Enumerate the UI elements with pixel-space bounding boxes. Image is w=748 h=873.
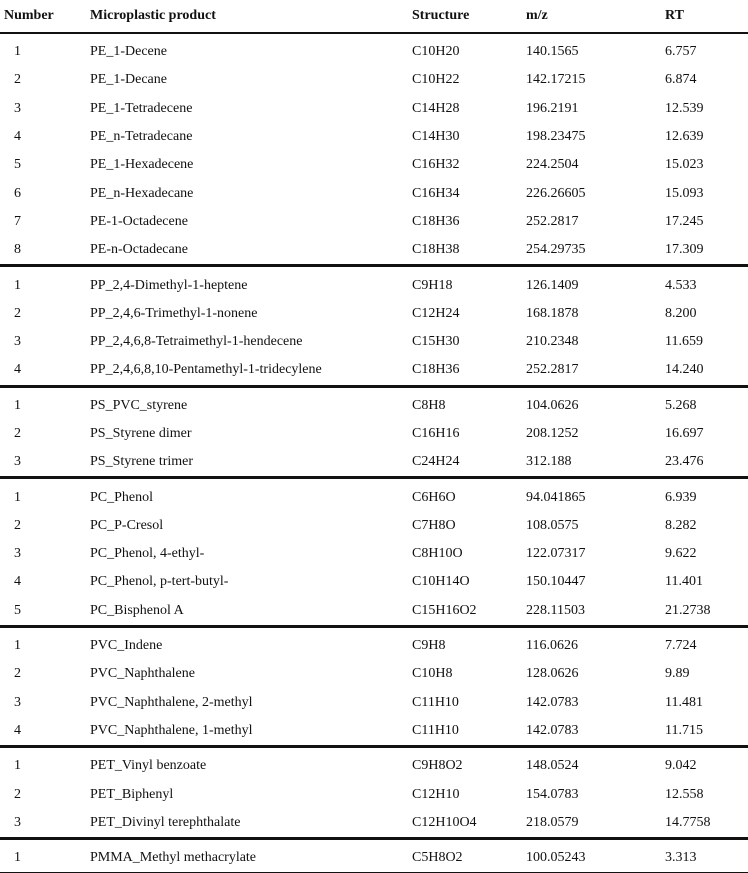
cell-mz: 218.0579 xyxy=(526,814,579,830)
cell-rt: 4.533 xyxy=(665,277,697,293)
cell-number: 4 xyxy=(14,722,21,738)
cell-product: PE_1-Decane xyxy=(90,72,167,88)
cell-mz: 126.1409 xyxy=(526,277,579,293)
table-row xyxy=(0,747,748,781)
cell-structure: C9H8O2 xyxy=(412,758,463,774)
cell-product: PP_2,4,6,8-Tetraimethyl-1-hendecene xyxy=(90,334,303,350)
cell-mz: 312.188 xyxy=(526,454,572,470)
header-rt: RT xyxy=(665,0,748,33)
cell-structure: C6H6O xyxy=(412,489,456,505)
cell-structure: C12H10 xyxy=(412,786,460,802)
cell-product: PE-n-Octadecane xyxy=(90,242,188,258)
cell-product: PET_Vinyl benzoate xyxy=(90,758,207,774)
cell-rt: 15.093 xyxy=(665,185,704,201)
cell-mz: 140.1565 xyxy=(526,44,579,60)
cell-number: 1 xyxy=(14,44,21,60)
cell-number: 5 xyxy=(14,602,21,618)
table-row xyxy=(0,780,748,808)
cell-product: PC_Bisphenol A xyxy=(90,602,184,618)
cell-structure: C15H30 xyxy=(412,334,460,350)
table-row xyxy=(0,266,748,300)
cell-mz: 196.2191 xyxy=(526,100,579,116)
cell-rt: 16.697 xyxy=(665,426,704,441)
cell-structure: C24H24 xyxy=(412,454,460,470)
cell-mz: 142.0783 xyxy=(526,722,579,738)
cell-product: PC_Phenol, 4-ethyl- xyxy=(90,546,205,562)
cell-structure: C10H22 xyxy=(412,72,460,88)
product-group xyxy=(0,266,748,386)
cell-structure: C14H30 xyxy=(412,129,460,145)
cell-mz: 226.26605 xyxy=(526,185,586,201)
cell-product: PS_PVC_styrene xyxy=(90,397,188,413)
table-row xyxy=(0,568,748,596)
cell-structure: C9H18 xyxy=(412,277,453,293)
cell-structure: C16H32 xyxy=(412,157,460,173)
cell-product: PMMA_Methyl methacrylate xyxy=(90,850,257,866)
table-row xyxy=(0,717,748,747)
cell-structure: C7H8O xyxy=(412,517,456,533)
cell-rt: 9.622 xyxy=(665,546,697,562)
table-row xyxy=(0,597,748,627)
cell-rt: 12.539 xyxy=(665,100,704,116)
cell-rt: 21.2738 xyxy=(665,602,711,618)
cell-number: 1 xyxy=(14,638,21,654)
cell-number: 3 xyxy=(14,334,21,350)
cell-number: 6 xyxy=(14,185,21,201)
table-row xyxy=(0,512,748,540)
header-structure: Structure xyxy=(412,0,526,33)
table-row xyxy=(0,95,748,123)
cell-structure: C11H10 xyxy=(412,722,459,738)
cell-number: 1 xyxy=(14,758,21,774)
cell-structure: C5H8O2 xyxy=(412,850,463,866)
cell-mz: 104.0626 xyxy=(526,397,579,413)
cell-rt: 5.268 xyxy=(665,397,697,413)
cell-rt: 6.874 xyxy=(665,72,697,88)
cell-number: 7 xyxy=(14,213,21,229)
cell-number: 5 xyxy=(14,157,21,173)
cell-product: PE_1-Tetradecene xyxy=(90,100,193,116)
cell-mz: 142.17215 xyxy=(526,72,586,88)
table-row xyxy=(0,328,748,356)
cell-product: PE_1-Hexadecene xyxy=(90,157,194,173)
cell-number: 2 xyxy=(14,426,21,441)
cell-mz: 224.2504 xyxy=(526,157,579,173)
cell-product: PS_Styrene trimer xyxy=(90,454,194,470)
cell-structure: C15H16O2 xyxy=(412,602,477,618)
cell-structure: C16H16 xyxy=(412,426,460,441)
cell-structure: C8H8 xyxy=(412,397,446,413)
cell-number: 2 xyxy=(14,786,21,802)
cell-number: 2 xyxy=(14,517,21,533)
cell-mz: 154.0783 xyxy=(526,786,579,802)
cell-structure: C14H28 xyxy=(412,100,460,116)
cell-number: 2 xyxy=(14,666,21,682)
table-row xyxy=(0,356,748,386)
cell-number: 4 xyxy=(14,129,21,145)
cell-mz: 150.10447 xyxy=(526,574,586,590)
cell-structure: C10H20 xyxy=(412,44,460,60)
cell-number: 3 xyxy=(14,454,21,470)
table-row xyxy=(0,33,748,66)
cell-structure: C18H36 xyxy=(412,213,460,229)
cell-mz: 94.041865 xyxy=(526,489,586,505)
table-row xyxy=(0,540,748,568)
cell-number: 3 xyxy=(14,814,21,830)
cell-product: PE_n-Tetradecane xyxy=(90,129,193,145)
cell-mz: 228.11503 xyxy=(526,602,585,618)
cell-structure: C12H10O4 xyxy=(412,814,477,830)
cell-product: PP_2,4,6,8,10-Pentamethyl-1-tridecylene xyxy=(90,362,322,378)
cell-product: PC_Phenol xyxy=(90,489,154,505)
cell-number: 1 xyxy=(14,850,21,866)
cell-number: 3 xyxy=(14,546,21,562)
product-group xyxy=(0,33,748,266)
cell-structure: C12H24 xyxy=(412,305,460,321)
header-product: Microplastic product xyxy=(90,0,412,33)
cell-rt: 15.023 xyxy=(665,157,704,173)
cell-rt: 6.757 xyxy=(665,44,697,60)
cell-mz: 254.29735 xyxy=(526,242,586,258)
cell-structure: C18H38 xyxy=(412,242,460,258)
cell-structure: C8H10O xyxy=(412,546,463,562)
table-row xyxy=(0,626,748,660)
cell-product: PET_Divinyl terephthalate xyxy=(90,814,241,830)
cell-rt: 17.245 xyxy=(665,213,704,229)
table-row xyxy=(0,689,748,717)
table-row xyxy=(0,839,748,873)
cell-mz: 142.0783 xyxy=(526,694,579,710)
table-row xyxy=(0,386,748,420)
cell-structure: C16H34 xyxy=(412,185,460,201)
cell-number: 8 xyxy=(14,242,21,258)
cell-mz: 148.0524 xyxy=(526,758,579,774)
table-row xyxy=(0,123,748,151)
cell-structure: C10H14O xyxy=(412,574,470,590)
cell-rt: 11.659 xyxy=(665,334,703,350)
table-row xyxy=(0,809,748,839)
header-number: Number xyxy=(0,0,90,33)
table-row xyxy=(0,151,748,179)
table-row xyxy=(0,208,748,236)
cell-rt: 23.476 xyxy=(665,454,704,470)
cell-structure: C9H8 xyxy=(412,638,446,654)
cell-mz: 208.1252 xyxy=(526,426,579,441)
table-row xyxy=(0,478,748,512)
cell-number: 1 xyxy=(14,397,21,413)
cell-product: PVC_Indene xyxy=(90,638,163,654)
cell-product: PP_2,4,6-Trimethyl-1-nonene xyxy=(90,305,258,321)
cell-mz: 128.0626 xyxy=(526,666,579,682)
table-row xyxy=(0,236,748,266)
header-mz: m/z xyxy=(526,0,665,33)
cell-product: PVC_Naphthalene, 2-methyl xyxy=(90,694,253,710)
cell-number: 3 xyxy=(14,100,21,116)
cell-rt: 9.89 xyxy=(665,666,690,682)
cell-number: 2 xyxy=(14,305,21,321)
cell-mz: 122.07317 xyxy=(526,546,586,562)
cell-mz: 100.05243 xyxy=(526,850,586,866)
cell-structure: C11H10 xyxy=(412,694,459,710)
cell-rt: 11.401 xyxy=(665,574,703,590)
cell-mz: 168.1878 xyxy=(526,305,579,321)
cell-rt: 14.7758 xyxy=(665,814,711,830)
cell-number: 2 xyxy=(14,72,21,88)
product-group xyxy=(0,839,748,873)
cell-rt: 11.715 xyxy=(665,722,703,738)
cell-number: 4 xyxy=(14,362,21,378)
cell-mz: 116.0626 xyxy=(526,638,578,654)
cell-rt: 8.200 xyxy=(665,305,697,321)
cell-number: 3 xyxy=(14,694,21,710)
table-row xyxy=(0,420,748,448)
table-row xyxy=(0,300,748,328)
cell-product: PE-1-Octadecene xyxy=(90,213,188,229)
cell-product: PE_n-Hexadecane xyxy=(90,185,194,201)
cell-rt: 8.282 xyxy=(665,517,697,533)
cell-structure: C18H36 xyxy=(412,362,460,378)
cell-mz: 198.23475 xyxy=(526,129,586,145)
cell-product: PET_Biphenyl xyxy=(90,786,174,802)
cell-rt: 9.042 xyxy=(665,758,697,774)
cell-mz: 210.2348 xyxy=(526,334,579,350)
cell-rt: 12.558 xyxy=(665,786,704,802)
cell-product: PS_Styrene dimer xyxy=(90,426,192,441)
cell-rt: 17.309 xyxy=(665,242,704,258)
cell-rt: 14.240 xyxy=(665,362,704,378)
cell-number: 1 xyxy=(14,277,21,293)
cell-product: PP_2,4-Dimethyl-1-heptene xyxy=(90,277,248,293)
cell-rt: 11.481 xyxy=(665,694,703,710)
product-group xyxy=(0,747,748,839)
product-group xyxy=(0,478,748,626)
cell-product: PE_1-Decene xyxy=(90,44,167,60)
table-row xyxy=(0,448,748,478)
cell-structure: C10H8 xyxy=(412,666,453,682)
cell-mz: 252.2817 xyxy=(526,213,579,229)
cell-rt: 3.313 xyxy=(665,850,697,866)
cell-mz: 252.2817 xyxy=(526,362,579,378)
cell-product: PVC_Naphthalene xyxy=(90,666,195,682)
cell-product: PC_P-Cresol xyxy=(90,517,164,533)
cell-product: PVC_Naphthalene, 1-methyl xyxy=(90,722,253,738)
product-group xyxy=(0,386,748,478)
cell-product: PC_Phenol, p-tert-butyl- xyxy=(90,574,229,590)
table-header xyxy=(0,0,748,33)
cell-number: 4 xyxy=(14,574,21,590)
table-row xyxy=(0,179,748,207)
cell-rt: 12.639 xyxy=(665,129,704,145)
product-group xyxy=(0,626,748,746)
cell-number: 1 xyxy=(14,489,21,505)
cell-rt: 6.939 xyxy=(665,489,697,505)
table-row xyxy=(0,660,748,688)
table-row xyxy=(0,66,748,94)
cell-mz: 108.0575 xyxy=(526,517,579,533)
header-row xyxy=(0,0,748,33)
cell-rt: 7.724 xyxy=(665,638,697,654)
